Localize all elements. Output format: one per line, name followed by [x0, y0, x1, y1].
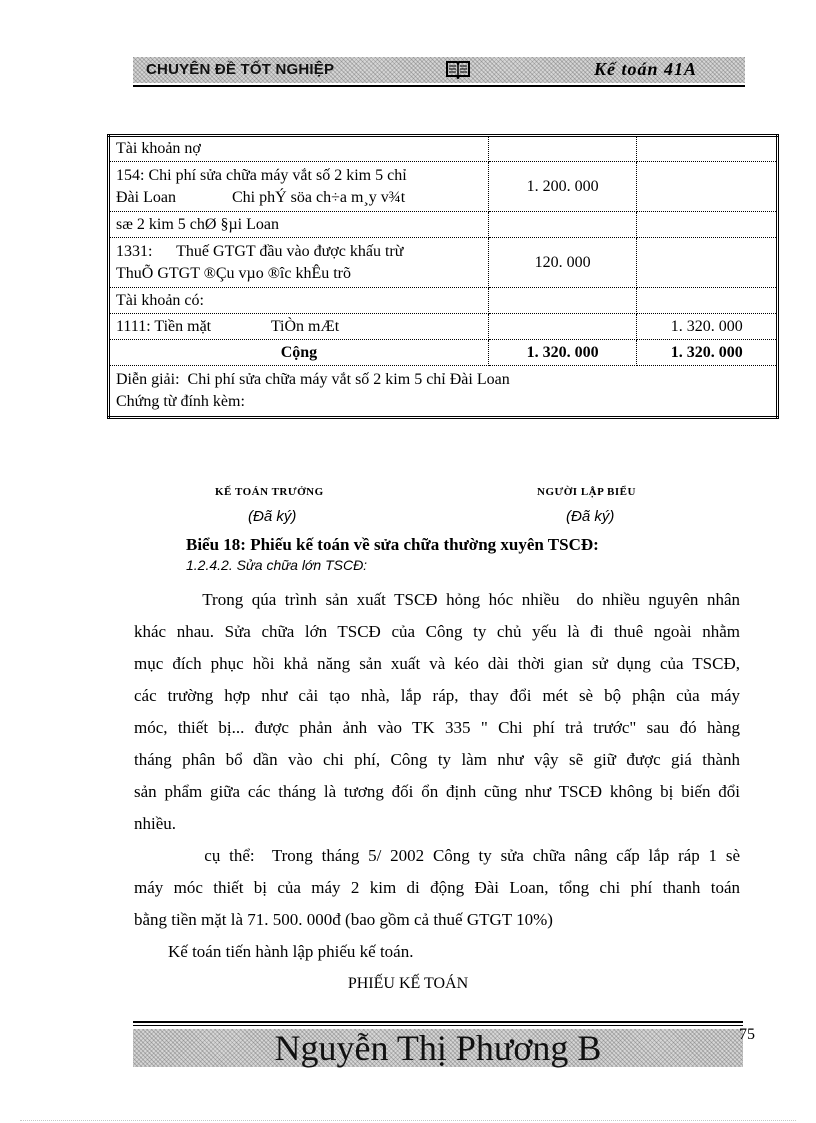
bottom-divider — [20, 1120, 796, 1121]
section-heading: 1.2.4.2. Sửa chữa lớn TSCĐ: — [186, 557, 368, 573]
account-1331-debit: 120. 000 — [488, 238, 636, 288]
header-subtitle: Kế toán 41A — [593, 59, 697, 79]
account-1111-credit: 1. 320. 000 — [637, 314, 778, 340]
account-1331-label: 1331: Thuế GTGT đầu vào được khấu trừ — [116, 242, 404, 260]
total-debit: 1. 320. 000 — [488, 340, 636, 366]
chief-accountant-title: KẾ TOÁN TRƯỞNG — [215, 486, 324, 498]
author-name: Nguyễn Thị Phương B — [274, 1028, 602, 1068]
page-number: 75 — [739, 1026, 755, 1043]
attachments-text: Chứng từ đính kèm: — [116, 393, 245, 410]
paragraph-line: Kế toán tiến hành lập phiếu kế toán. — [134, 942, 414, 961]
account-1111-label: 1111: Tiền mặt TiÒn mÆt — [109, 314, 489, 340]
account-154-debit: 1. 200. 000 — [488, 162, 636, 212]
footer-rule — [133, 1025, 743, 1026]
account-1331-label-alt: ThuÕ GTGT ®Çu vµo ®îc khÊu trõ — [116, 264, 351, 282]
explanation-text: Diễn giải: Chi phí sửa chữa máy vắt số 2 kim 5 chỉ Đài Loan — [116, 371, 510, 388]
paragraph-line: mục đích phục hồi khả năng sản xuất và kéo dài thời gian sử dụng của TSCĐ, — [134, 654, 740, 673]
paragraph-line: nhiều. — [134, 814, 177, 833]
form-title: PHIẾU KẾ TOÁN — [347, 975, 469, 992]
page-footer — [133, 1029, 743, 1067]
paragraph-line: sản phẩm giữa các tháng là tương đối ổn định cũng như TSCĐ không bị biến đổi — [134, 782, 740, 801]
header-title: CHUYÊN ĐỀ TỐT NGHIỆP — [146, 61, 335, 78]
credit-account-label: Tài khoản có: — [109, 288, 489, 314]
paragraph-line: móc, thiết bị... được phản ảnh vào TK 335 " Chi phí trả trước" sau đó hàng — [134, 718, 740, 737]
paragraph-example — [134, 840, 740, 936]
header-rule — [133, 85, 745, 87]
total-credit: 1. 320. 000 — [637, 340, 778, 366]
footer-rule — [133, 1021, 743, 1023]
paragraph-line: bằng tiền mặt là 71. 500. 000đ (bao gồm cả thuế GTGT 10%) — [134, 910, 553, 929]
table-row — [109, 212, 778, 238]
account-154-continuation: sæ 2 kim 5 chØ §µi Loan — [109, 212, 489, 238]
table-caption: Biểu 18: Phiếu kế toán về sửa chữa thường xuyên TSCĐ: — [186, 535, 599, 554]
accounting-voucher-table — [107, 134, 779, 419]
account-154-label-alt: Đài Loan Chi phÝ söa ch÷a m¸y v¾t — [116, 188, 406, 206]
table-row — [109, 136, 778, 162]
chief-accountant-signed: (Đã ký) — [248, 508, 297, 525]
table-row — [109, 238, 778, 288]
table-row — [109, 162, 778, 212]
paragraph-line: Trong qúa trình sản xuất TSCĐ hỏng hóc nhiều do nhiều nguyên nhân — [134, 590, 740, 609]
paragraph-line: tháng phân bổ dần vào chi phí, Công ty làm như vậy sẽ giữ được giá thành — [134, 750, 740, 769]
table-row — [109, 366, 778, 418]
paragraph-line: các trường hợp như cải tạo nhà, lắp ráp, thay đổi mét sè bộ phận của máy — [134, 686, 740, 705]
total-label: Cộng — [109, 340, 489, 366]
account-154-label: 154: Chi phí sửa chữa máy vắt số 2 kim 5 chỉ — [116, 166, 407, 184]
paragraph-line: cụ thể: Trong tháng 5/ 2002 Công ty sửa chữa nâng cấp lắp ráp 1 sè — [134, 846, 741, 865]
table-row — [109, 288, 778, 314]
table-row-total — [109, 340, 778, 366]
paragraph-line: máy móc thiết bị của máy 2 kim di động Đài Loan, tổng chi phí thanh toán — [134, 878, 740, 897]
paragraph-voucher-note — [134, 936, 740, 968]
debit-account-label: Tài khoản nợ — [109, 136, 489, 162]
preparer-signed: (Đã ký) — [566, 508, 615, 525]
paragraph-major-repair — [134, 584, 740, 840]
page-header — [133, 57, 745, 83]
table-row — [109, 314, 778, 340]
preparer-title: NGƯỜI LẬP BIỂU — [537, 486, 636, 498]
book-icon — [445, 59, 471, 79]
paragraph-line: khác nhau. Sửa chữa lớn TSCĐ của Công ty chủ yếu là đi thuê ngoài nhằm — [134, 622, 740, 641]
